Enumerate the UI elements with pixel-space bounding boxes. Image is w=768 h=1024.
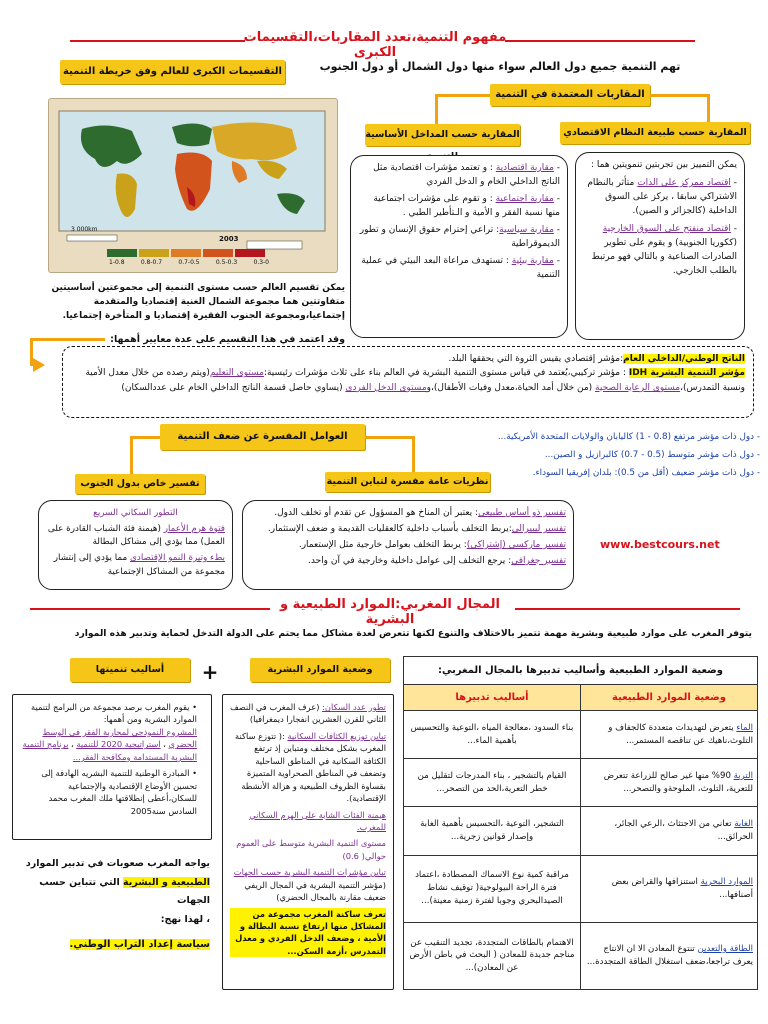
method-bullet-2-text: المبادرة الوطنية للتنمية البشريه الهادفة إلى تحسين الأوضاع الإقتصادية والإجتماعية للسكان،أعطى إنطلاقتها ملك المغرب محمد السادس سنة2005 <box>41 768 197 816</box>
method-cell: مراقبة كمية نوع الاسماك المصطادة ،اعتماد فترة الراحة البيولوجية( توقيف نشاط الصيدالبحري وجوبا لفترة زمنية معينة)... <box>404 855 581 922</box>
resource-cell <box>581 759 758 807</box>
south-factor-3-label: بطء وتيرة النمو الإقتصادي <box>130 552 225 563</box>
input-item-2: - مقاربة اجتماعية : و تقوم على مؤشرات اجتماعية منها نسبة الفقر و الأمية و الـتأطير الطبي . <box>373 193 560 218</box>
human-point-1 <box>230 701 386 726</box>
methods-box <box>12 694 212 840</box>
map-caption-text: يمكن تقسيم العالم حسب مستوى التنمية إلى مجموعتين أساسيتين متفاوتتين هما مجموعة الشمال الغنية إقتصاديا والمتقدمة إجتماعيا،ومجموعة الجنوب الفقيرة إقتصاديا و المتأخرة إجتماعيا. <box>51 283 345 321</box>
economic-item-1: - اقتصاد ممركز على الذات متأثر بالنظام الاشتراكي سابقا ، يركز على السوق الداخلية (كالجزائر و الصين). <box>587 177 737 216</box>
conclusion-line-2-text: التي تتباين حسب الجهات <box>39 876 210 907</box>
conclusion-line-2 <box>20 874 210 911</box>
input-item-1-text: : و تعتمد مؤشرات اقتصادية مثل الناتج الداخلي الخام و الدخل الفردي <box>373 163 560 187</box>
input-item-4-text: : تستهدف مراعاة البعد البيئي في عملية التنمية <box>361 255 560 280</box>
hdi-level-medium: - دول ذات مؤشر متوسط (0.5 - 0.7) كالبرازيل و الصين... <box>544 450 760 461</box>
human-point-5 <box>230 866 386 903</box>
human-point-5-text: (مؤشر التنمية البشرية في المجال الريفي ضعيف مقارنة بالمجال الحضري) <box>244 879 386 903</box>
resource-text: تعاني من الاجتثاث ،الرعي الجائر، الحرائق... <box>614 819 753 842</box>
income-text: (يساوي حاصل قسمة الناتج الداخلي الخام على عددالسكان) <box>121 382 346 393</box>
south-factor-2 <box>46 523 225 550</box>
input-item-4-label: مقاربة بيئية <box>511 255 554 266</box>
human-point-4: مستوى التنمية البشرية متوسط على العموم حوالي( 0.6) <box>236 838 386 861</box>
theory-geographic <box>250 555 566 569</box>
connector-line <box>365 436 415 439</box>
hdi-text: : مؤشر تركيبي،يُعتمد في قياس مستوى التنمية البشرية في العالم بناء على ثلاث مؤشرات رئيسية: <box>263 368 629 379</box>
general-theories-heading: نظريات عامة مفسرة لتباين التنمية <box>325 472 490 492</box>
program-sep-2: ، <box>68 739 77 750</box>
theory-geographic-label: تفسير جغرافي <box>511 555 566 566</box>
resource-cell <box>581 855 758 922</box>
map-legend-value: 0.7-0.5 <box>178 259 200 266</box>
economic-intro: يمكن التمييز بين تجربتين تنمويتين هما : <box>591 160 737 170</box>
col-resource-header: وضعية الموارد الطبيعية <box>581 685 758 711</box>
gni-text: :مؤشر إقتصادي يقيس الثروة التي يحققها البلد. <box>448 354 624 364</box>
natural-table <box>403 684 758 990</box>
divisions-heading: التقسيمات الكبرى للعالم وفق خريطة التنمية <box>60 60 285 84</box>
program-1: المشروع النموذجي لمحاربة الفقر في الوسط الحضري <box>42 726 197 750</box>
connector-line <box>30 338 105 341</box>
input-item-3-text: : تراعي إحترام حقوق الإنسان و تطور الديموقراطية <box>359 224 560 249</box>
plus-sign: + <box>201 660 219 684</box>
edu-indicator: مستوى التعليم <box>209 368 264 379</box>
human-point-1-text: (عرف المغرب في النصف الثاني للقرن العشرين انفجارا ديمغرافيا) <box>230 702 386 725</box>
connector-line <box>412 436 415 474</box>
human-heading: وضعية الموارد البشرية <box>250 658 390 682</box>
title-rule-right <box>505 40 695 42</box>
human-resources-box <box>222 694 394 990</box>
approach-economic-heading: المقاربة حسب طبيعة النظام الاقتصادي <box>560 122 750 144</box>
program-2: استراتيجية 2020 للتنمية <box>76 739 161 750</box>
program-3: برنامج التنمية البشرية المستدامة ومكافحة الفقر... <box>22 739 197 762</box>
conclusion-policy: سياسة إعداد التراب الوطني. <box>69 939 210 951</box>
input-item-3-label: مقاربة سياسية <box>499 224 554 235</box>
health-indicator: مستوى الرعاية الصحية <box>595 382 681 393</box>
south-factor-2-label: فتوة هرم الأعمار <box>163 523 225 534</box>
theory-natural <box>250 507 566 521</box>
income-indicator: مستوى الدخل الفردي <box>345 382 427 393</box>
human-point-6: تعرف ساكنة المغرب مجموعة من المشاكل منها ارتفاع نسبة البطالة و الأمية ، وضعف الدخل الفردي و معدل التمدرس ،أزمة السكن... <box>230 908 386 958</box>
map-legend-value: 0.3-0 <box>253 259 269 266</box>
hdi-level-low: - دول ذات مؤشر ضعيف (أقل من 0.5): بلدان إفريقيا السوداء. <box>532 468 760 479</box>
arrow-head <box>33 358 45 372</box>
method-cell: الاهتمام بالطاقات المتجددة، تجديد التنقيب عن مناجم جديدة للمعادن ( البحث في باطن الأرض عن المعادن)... <box>404 922 581 989</box>
economic-item-1-label: اقتصاد ممركز على الذات <box>637 177 731 188</box>
human-point-3: هيمنة الفئات الشابة على الهرم السكاني للمغرب. <box>249 809 386 832</box>
conclusion-line-1: يواجه المغرب صعوبات في تدبير الموارد <box>25 858 210 869</box>
economic-item-2-label: اقتصاد منفتح على السوق الخارجية <box>602 223 731 234</box>
economic-approach-box <box>575 152 745 340</box>
human-point-2-label: تباين توزيع الكثافات السكانية <box>287 730 386 741</box>
world-development-map <box>48 98 338 273</box>
input-item-3: - مقاربة سياسية: تراعي إحترام حقوق الإنسان و تطور الديموقراطية <box>359 224 560 249</box>
method-bullet-1-text: يقوم المغرب برصد مجموعة من البرامج لتنمية الموارد البشرية ومن أهمها: <box>31 702 197 725</box>
method-programs <box>20 726 197 763</box>
resource-label: الماء <box>736 722 753 733</box>
methods-heading: أساليب تنميتها <box>70 658 190 682</box>
conclusion-highlight-resources: الطبيعية و البشرية <box>123 876 210 888</box>
approach-inputs-heading: المقاربة حسب المداخل الأساسية <box>365 124 520 146</box>
resource-cell <box>581 922 758 989</box>
resource-text: يتعرض لتهديدات متعددة كالجفاف و التلوث،ناهيك عن تناقصه المستمر... <box>608 722 753 746</box>
method-cell: التشجير، التوعية ،التحسيس بأهمية الغابة وإصدار قوانين زجرية... <box>404 807 581 855</box>
economic-item-1-text: متأثر بالنظام الاشتراكي سابقا ، يركز على السوق الداخلية (كالجزائر و الصين). <box>587 177 737 216</box>
input-item-2-label: مقاربة اجتماعية <box>495 193 554 204</box>
connector-line <box>130 436 133 474</box>
south-box <box>38 500 233 590</box>
health-text: (من خلال أمد الحياة،معدل وفيات الأطفال)،و <box>426 382 596 393</box>
theory-marxist <box>250 539 566 553</box>
method-bullet-1: • يقوم المغرب برصد مجموعة من البرامج لتنمية الموارد البشرية ومن أهمها: <box>31 702 197 725</box>
criteria-line: وقد اعتمد في هذا التقسيم على عدة معايير أهمها: <box>110 334 345 345</box>
theory-liberal-text: :يربط التخلف بأسباب داخلية كالعقليات القديمة و ضعف الإستثمار. <box>267 523 512 534</box>
map-legend-value: 1-0.8 <box>109 259 125 266</box>
inputs-approach-box <box>350 155 568 338</box>
conclusion <box>20 855 210 955</box>
approaches-heading: المقاربات المعتمدة في التنمية <box>490 84 650 106</box>
resource-label: الغابة <box>734 819 753 830</box>
resource-label: التربة <box>733 770 753 781</box>
connector-line <box>707 94 710 122</box>
map-scale: 3 000km <box>71 226 98 233</box>
section2-rule-left <box>30 608 270 610</box>
human-point-2-text: :( تتوزع ساكنة المغرب بشكل مختلف ومتباين إذ ترتفع الكثافة السكانية في المناطق الساحلية وتضعف في المناطق الصحراوية المتميزة بقساوة الظروف الطبيعية و هزالة الأنشطة الإقتصادية). <box>235 730 386 804</box>
world-map-graphic <box>47 99 337 274</box>
conclusion-line-3: ، لهذا نهج: <box>160 913 210 925</box>
input-item-1-label: مقاربة اقتصادية <box>495 163 554 173</box>
south-factor-3 <box>46 552 225 579</box>
theory-liberal-label: تفسير ليبيرالي <box>511 523 566 534</box>
theories-box <box>242 500 574 590</box>
south-factor-3-text: مما يؤدي إلى إنتشار مجموعة من المشاكل الإجتماعية <box>53 552 225 577</box>
input-item-1: - مقاربة اقتصادية : و تعتمد مؤشرات اقتصادية مثل الناتج الداخلي الخام و الدخل الفردي <box>373 163 560 187</box>
resource-cell <box>581 711 758 759</box>
resource-label: الطاقة والتعدين <box>697 944 753 954</box>
gni-label: الناتج الوطني/الداخلي العام <box>623 354 745 364</box>
col-methods-header: أساليب تدبيرها <box>404 685 581 711</box>
method-bullet-2: • المبادرة الوطنية للتنمية البشريه الهادفة إلى تحسين الأوضاع الإقتصادية والإجتماعية للسكان،أعطى إنطلاقتها ملك المغرب محمد السادس سنة2005 <box>41 768 197 816</box>
section2-intro: يتوفر المغرب على موارد طبيعية وبشرية مهمة تتميز بالاختلاف والتنوع لكنها تتعرض لعدة مشاكل مما يحتم على الدولة التدخل لحماية وتدبير هذه الموارد <box>74 628 752 639</box>
theory-marxist-label: تفسير ماركسي (إشتراكي) <box>466 539 566 550</box>
edu-text: (ويتم رصده من خلال معدل الأمية ونسبة التمدرس)، <box>85 368 745 393</box>
resource-cell <box>581 807 758 855</box>
map-legend-value: 0.5-0.3 <box>215 259 238 266</box>
economic-item-2: - اقتصاد منفتح على السوق الخارجية (ككوريا الجنوبية) و يقوم على تطوير الصادرات الصناعية و بالتالي فهو مرتبط بالطلب الخارجي. <box>591 223 737 276</box>
method-cell: القيام بالتشجير ، بناء المدرجات لتقليل من خطر التعرية،الحد من التصحر... <box>404 759 581 807</box>
connector-line <box>435 94 490 97</box>
map-legend-year: 2003 <box>219 235 239 243</box>
section2-rule-right <box>515 608 740 610</box>
program-sep-1: ، <box>160 739 169 750</box>
subtitle: تهم التنمية جميع دول العالم سواء منها دول الشمال أو دول الجنوب <box>319 60 681 73</box>
resource-text: استنزافها والقراض بعض أصنافها... <box>611 876 753 900</box>
hdi-line <box>71 366 745 395</box>
south-heading: تفسير خاص بدول الجنوب <box>75 474 205 494</box>
title-rule-left <box>70 40 245 42</box>
hdi-level-high: - دول ذات مؤشر مرتفع (0.8 - 1) كاليابان والولايات المتحدة الأمريكية... <box>497 432 760 442</box>
connector-line <box>435 94 438 124</box>
criteria-box <box>62 346 754 418</box>
resource-text: 90% منها غير صالح للزراعة تتعرض للتعرية، التلوث، الملوحةو والتصحر... <box>603 770 753 794</box>
connector-line <box>650 94 710 97</box>
page-title: مفهوم التنمية،تعدد المقاربات،التقسيمات الكبرى <box>243 30 507 60</box>
theory-liberal <box>250 523 566 537</box>
connector-line <box>130 436 160 439</box>
human-point-1-label: تطور عدد السكان: <box>322 702 386 712</box>
weakness-heading: العوامل المفسرة عن ضعف التنمية <box>160 424 365 450</box>
south-factor-1: التطور السكاني السريع <box>93 508 178 518</box>
theory-marxist-text: : يربط التخلف بعوامل خارجية مثل الإستعمار. <box>298 539 467 550</box>
theory-natural-label: تفسير ذو أساس طبيعي <box>478 508 566 518</box>
economic-item-2-text: (ككوريا الجنوبية) و يقوم على تطوير الصادرات الصناعية و بالتالي فهو مرتبط بالطلب الخارجي. <box>591 237 737 276</box>
human-point-5-label: تباين مؤشرات التنمية البشرية حسب الجهات <box>233 867 386 878</box>
resource-text: تنتوع المعادن الا ان الانتاج يعرف تراجعا،ضعف استغلال الطاقة المتجددة... <box>586 944 753 967</box>
website-link[interactable]: www.bestcours.net <box>600 538 720 551</box>
hdi-label: مؤشر التنمية البشرية IDH <box>628 368 745 379</box>
input-item-4: - مقاربة بيئية : تستهدف مراعاة البعد البيئي في عملية التنمية <box>361 255 560 280</box>
natural-table-heading: وضعية الموارد الطبيعية وأساليب تدبيرها بالمجال المغربي: <box>403 656 758 684</box>
south-factor-2-text: (هيمنة فئة الشباب القادرة على العمل) مما يؤدي إلى مشاكل البطالة <box>47 523 225 548</box>
map-legend-value: 0.8-0.7 <box>140 259 163 266</box>
human-point-2 <box>230 730 386 805</box>
gni-line <box>71 352 745 366</box>
map-legend-values <box>109 259 269 266</box>
method-cell: بناء السدود ،معالجة المياه ،التوعية والتحسيس بأهمية الماء... <box>404 711 581 759</box>
input-item-2-text: : و تقوم على مؤشرات اجتماعية منها نسبة الفقر و الأمية و الـتأطير الطبي . <box>373 193 560 218</box>
section2-title: المجال المغربي:الموارد الطبيعية و البشرية <box>280 597 500 627</box>
resource-label: الموارد البحرية <box>700 876 753 887</box>
map-caption <box>20 282 345 324</box>
theory-natural-text: : يعتبر أن المناخ هو المسؤول عن تقدم أو تخلف الدول. <box>274 508 479 518</box>
theory-geographic-text: : يرجع التخلف إلى عوامل داخلية وخارجية في آن واحد. <box>308 555 512 566</box>
